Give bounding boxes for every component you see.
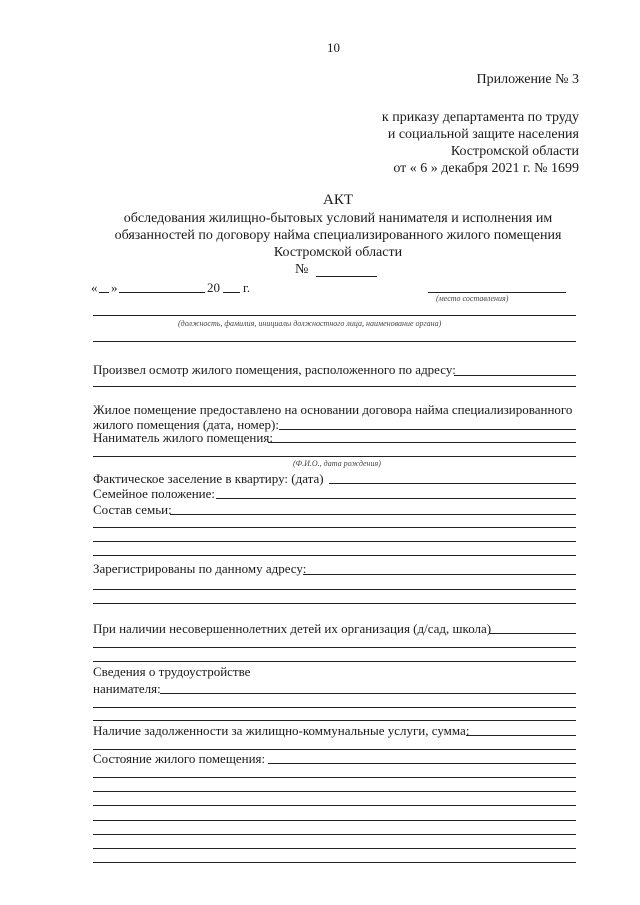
official-blank-2[interactable]	[93, 341, 576, 342]
official-caption: (должность, фамилия, инициалы должностного лица, наименование органа)	[178, 319, 442, 328]
condition-blank-4[interactable]	[93, 805, 576, 806]
appendix-title: Приложение № 3	[476, 72, 579, 87]
employment-blank-2[interactable]	[93, 707, 576, 708]
children-blank[interactable]	[489, 633, 576, 634]
act-title: АКТ	[323, 192, 353, 208]
condition-blank-8[interactable]	[93, 862, 576, 863]
condition-blank-7[interactable]	[93, 848, 576, 849]
registered-blank-3[interactable]	[93, 603, 576, 604]
settlement-label: Фактическое заселение в квартиру: (дата)	[93, 471, 324, 486]
inspection-address-blank[interactable]	[454, 375, 576, 376]
employment-label-line-2: нанимателя:	[93, 681, 161, 696]
page-number: 10	[327, 40, 340, 55]
year-suffix: г.	[243, 280, 251, 295]
inspection-address-blank-2[interactable]	[93, 386, 576, 387]
registered-blank[interactable]	[303, 574, 576, 575]
family-composition-blank-3[interactable]	[93, 541, 576, 542]
act-subtitle-line-3: Костромской области	[273, 245, 403, 260]
act-subtitle-line-1: обследования жилищно-бытовых условий нанимателя и исполнения им	[123, 211, 553, 226]
settlement-blank[interactable]	[329, 483, 576, 484]
children-blank-2[interactable]	[93, 647, 576, 648]
official-blank[interactable]	[93, 315, 576, 316]
act-number-label: №	[295, 262, 309, 277]
act-number-blank[interactable]	[316, 276, 377, 277]
month-blank[interactable]	[119, 292, 205, 293]
children-label: При наличии несовершеннолетних детей их организация (д/сад, школа)	[93, 621, 492, 636]
tenant-label: Наниматель жилого помещения:	[93, 430, 273, 445]
tenant-caption: (Ф.И.О., дата рождения)	[293, 459, 381, 468]
appendix-line-2: и социальной защите населения	[387, 127, 579, 142]
family-composition-blank-4[interactable]	[93, 555, 576, 556]
condition-blank-5[interactable]	[93, 820, 576, 821]
day-blank[interactable]	[99, 292, 109, 293]
condition-blank[interactable]	[268, 763, 576, 764]
employment-blank-3[interactable]	[93, 720, 576, 721]
registered-label: Зарегистрированы по данному адресу:	[93, 561, 307, 576]
family-status-blank[interactable]	[216, 498, 576, 499]
employment-label-line-1: Сведения о трудоустройстве	[93, 664, 251, 679]
condition-blank-6[interactable]	[93, 834, 576, 835]
family-composition-blank-2[interactable]	[93, 527, 576, 528]
basis-blank[interactable]	[279, 429, 576, 430]
basis-label-line-1: Жилое помещение предоставлено на основании договора найма специализированного	[93, 402, 573, 417]
family-composition-label: Состав семьи:	[93, 502, 172, 517]
condition-blank-2[interactable]	[93, 777, 576, 778]
debt-blank-2[interactable]	[93, 749, 576, 750]
employment-blank[interactable]	[160, 693, 576, 694]
condition-label: Состояние жилого помещения:	[93, 751, 266, 766]
tenant-blank-2[interactable]	[93, 456, 576, 457]
appendix-line-4: от « 6 » декабря 2021 г. № 1699	[393, 161, 579, 176]
family-composition-blank[interactable]	[170, 514, 576, 515]
appendix-line-3: Костромской области	[450, 144, 579, 159]
year-prefix: 20	[207, 280, 220, 295]
children-blank-3[interactable]	[93, 661, 576, 662]
date-quote-close: »	[111, 280, 118, 295]
place-blank[interactable]	[428, 292, 566, 293]
act-subtitle-line-2: обязанностей по договору найма специализированного жилого помещения	[114, 228, 562, 243]
debt-blank[interactable]	[466, 735, 576, 736]
condition-blank-3[interactable]	[93, 791, 576, 792]
family-status-label: Семейное положение:	[93, 486, 216, 501]
appendix-line-1: к приказу департамента по труду	[381, 110, 579, 125]
registered-blank-2[interactable]	[93, 589, 576, 590]
basis-label-line-2: жилого помещения (дата, номер):	[93, 417, 279, 432]
inspection-label: Произвел осмотр жилого помещения, расположенного по адресу:	[93, 362, 456, 377]
place-caption: (место составления)	[436, 294, 509, 303]
year-blank[interactable]	[223, 292, 240, 293]
debt-label: Наличие задолженности за жилищно-коммунальные услуги, сумма:	[93, 723, 470, 738]
date-quote-open: «	[91, 280, 98, 295]
tenant-blank[interactable]	[268, 442, 576, 443]
